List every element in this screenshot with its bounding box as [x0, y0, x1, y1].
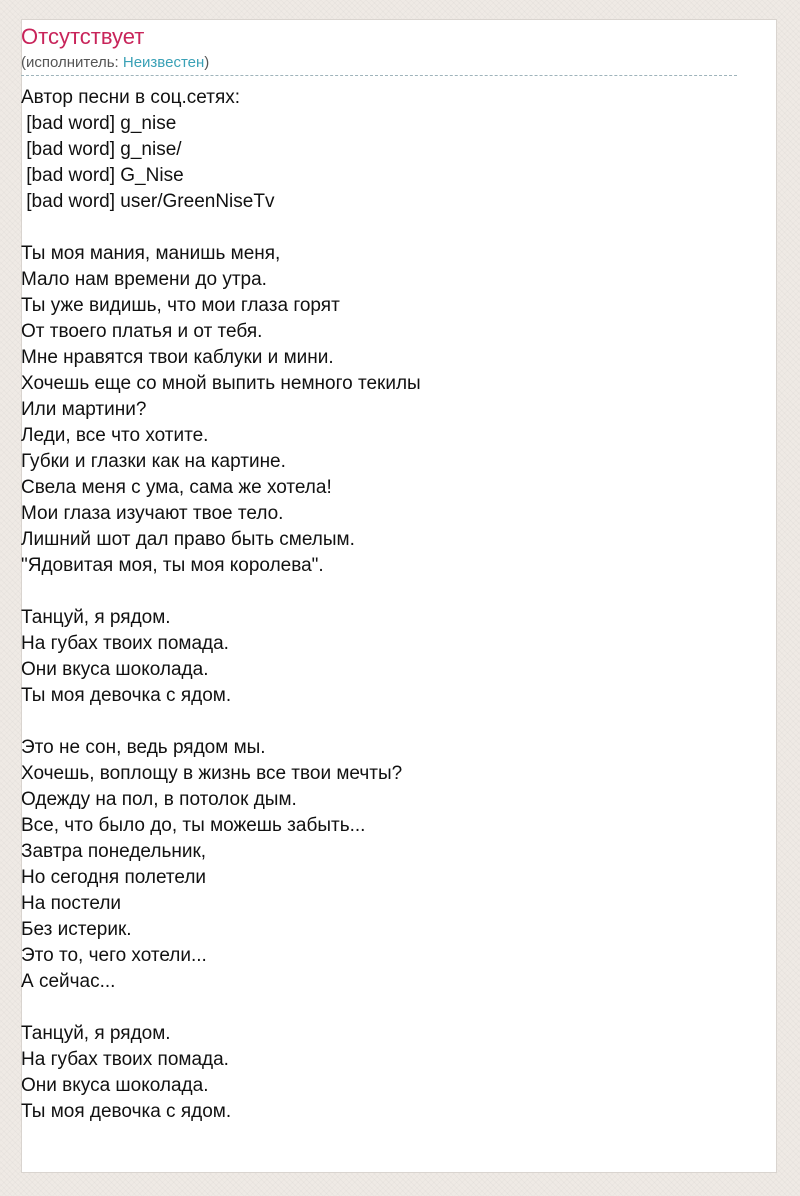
lyric-line: Все, что было до, ты можешь забыть...	[21, 815, 366, 836]
lyric-line: [bad word] G_Nise	[21, 165, 184, 186]
lyric-line: [bad word] g_nise	[21, 113, 177, 134]
song-header	[21, 24, 737, 76]
artist-prefix: (исполнитель:	[21, 54, 123, 71]
lyric-line: Но сегодня полетели	[21, 867, 207, 888]
song-title: Отсутствует	[21, 24, 145, 49]
lyric-line: Это не сон, ведь рядом мы.	[21, 737, 266, 758]
lyric-line	[21, 579, 737, 605]
lyrics-text	[21, 85, 737, 1125]
lyric-line: От твоего платья и от тебя.	[21, 321, 263, 342]
lyric-line: Хочешь еще со мной выпить немного текилы	[21, 373, 421, 394]
lyric-line: Губки и глазки как на картине.	[21, 451, 286, 472]
artist-line	[21, 54, 209, 72]
lyric-line: [bad word] user/GreenNiseTv	[21, 191, 275, 212]
lyric-line: Свела меня с ума, сама же хотела!	[21, 477, 332, 498]
lyric-line: Без истерик.	[21, 919, 132, 940]
lyric-line: На постели	[21, 893, 122, 914]
lyric-line: На губах твоих помада.	[21, 1049, 229, 1070]
lyric-line: Ты моя девочка с ядом.	[21, 1101, 232, 1122]
lyric-line: Мало нам времени до утра.	[21, 269, 267, 290]
lyric-line: Завтра понедельник,	[21, 841, 207, 862]
lyric-line: Или мартини?	[21, 399, 147, 420]
lyric-line: Танцуй, я рядом.	[21, 1023, 171, 1044]
lyric-line: Хочешь, воплощу в жизнь все твои мечты?	[21, 763, 403, 784]
lyric-line: Это то, чего хотели...	[21, 945, 207, 966]
artist-suffix: )	[204, 54, 210, 71]
lyric-line: А сейчас...	[21, 971, 116, 992]
lyric-line: Танцуй, я рядом.	[21, 607, 171, 628]
lyric-line: Ты уже видишь, что мои глаза горят	[21, 295, 340, 316]
lyric-line	[21, 215, 737, 241]
lyric-line: На губах твоих помада.	[21, 633, 229, 654]
artist-link[interactable]: Неизвестен	[122, 54, 205, 71]
lyric-line: Они вкуса шоколада.	[21, 1075, 209, 1096]
lyric-line: Ты моя мания, манишь меня,	[21, 243, 281, 264]
lyric-line: Мне нравятся твои каблуки и мини.	[21, 347, 334, 368]
lyric-line	[21, 709, 737, 735]
lyric-line: Они вкуса шоколада.	[21, 659, 209, 680]
lyric-line: [bad word] g_nise/	[21, 139, 182, 160]
lyric-line	[21, 995, 737, 1021]
lyric-line: Мои глаза изучают твое тело.	[21, 503, 284, 524]
lyric-line: Автор песни в соц.сетях:	[21, 87, 241, 108]
lyric-line: Ты моя девочка с ядом.	[21, 685, 232, 706]
lyric-line: Леди, все что хотите.	[21, 425, 209, 446]
lyric-line: Одежду на пол, в потолок дым.	[21, 789, 297, 810]
lyric-line: Лишний шот дал право быть смелым.	[21, 529, 355, 550]
lyric-line: "Ядовитая моя, ты моя королева".	[21, 555, 324, 576]
